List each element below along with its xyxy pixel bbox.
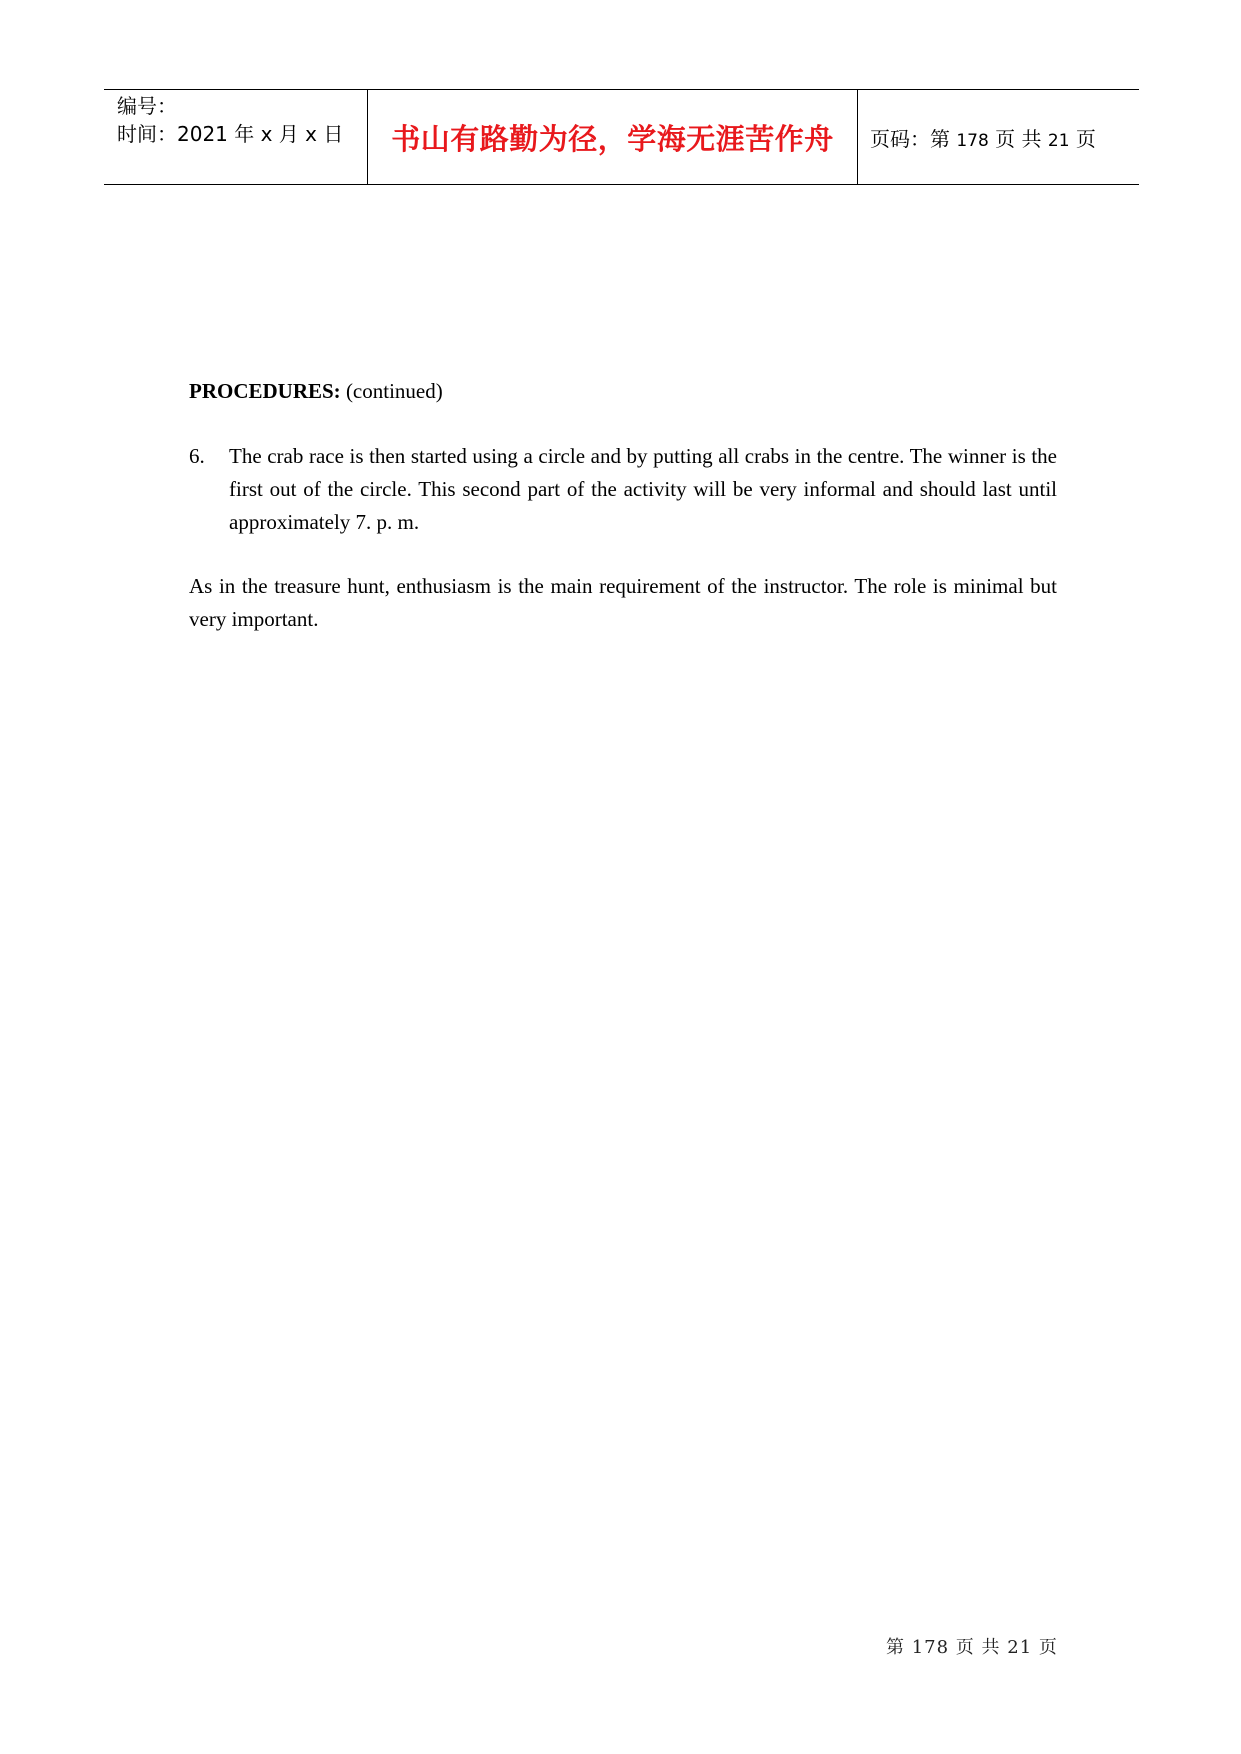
item-text: The crab race is then started using a circle and by putting all crabs in the centre. The winner is the first out of the circle. This second part of the activity will be very informal and should last until approximately 7. p. m. xyxy=(229,444,1057,534)
header-meta-cell xyxy=(104,90,368,184)
header-page-info xyxy=(870,123,1096,152)
page-header xyxy=(104,89,1139,185)
page-number: 178 xyxy=(956,130,989,151)
motto-text: 书山有路勤为径，学海无涯苦作舟 xyxy=(391,121,834,156)
section-heading-rest: (continued) xyxy=(340,379,443,403)
body-paragraph: As in the treasure hunt, enthusiasm is the main requirement of the instructor. The role is minimal but very important. xyxy=(189,574,1057,631)
section-heading-bold: PROCEDURES: xyxy=(189,379,341,403)
header-motto-cell xyxy=(368,90,858,184)
numbered-item xyxy=(189,440,1057,539)
section-heading xyxy=(189,375,1057,408)
page-prefix: 页码：第 xyxy=(870,126,950,151)
document-number-label: 编号： xyxy=(117,94,177,118)
page-suffix: 页 xyxy=(1075,126,1096,151)
document-date: 时间：2021 年 x 月 x 日 xyxy=(117,122,344,146)
header-page-cell xyxy=(858,90,1139,184)
page-footer: 第 178 页 共 21 页 xyxy=(886,1637,1058,1658)
page-mid: 页 共 xyxy=(995,126,1042,151)
item-number: 6. xyxy=(189,444,205,468)
page-total: 21 xyxy=(1047,130,1070,151)
